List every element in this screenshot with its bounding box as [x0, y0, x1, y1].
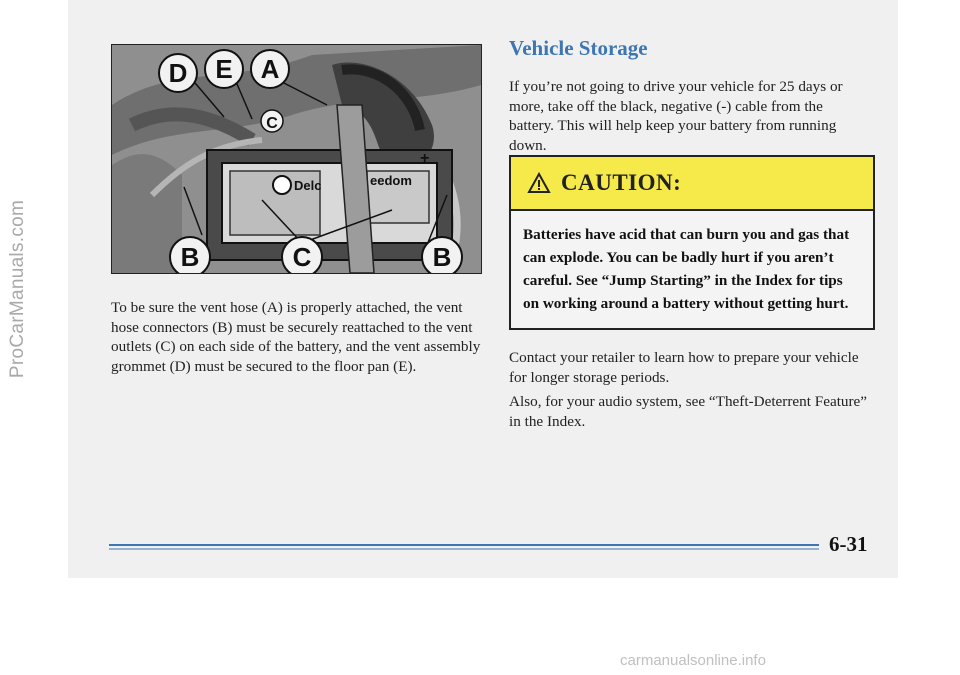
side-watermark-text: ProCarManuals.com [7, 199, 28, 379]
battery-photo [111, 44, 482, 274]
callout-c-bottom: C [292, 242, 312, 272]
caution-header [511, 157, 873, 211]
callout-c-small: C [266, 115, 278, 132]
callout-e: E [215, 54, 233, 84]
positive-terminal-label: + [420, 150, 430, 167]
bottom-watermark: carmanualsonline.info [620, 652, 766, 669]
section-heading: Vehicle Storage [509, 36, 648, 60]
battery-illustration [112, 45, 481, 273]
callout-b-right: B [432, 242, 452, 272]
caution-box [509, 155, 875, 330]
audio-system-paragraph: Also, for your audio system, see “Theft-Deterrent Feature” in the Index. [509, 393, 868, 430]
callout-b-left: B [180, 242, 200, 272]
side-watermark [4, 0, 32, 578]
storage-intro-paragraph: If you’re not going to drive your vehicle for 25 days or more, take off the black, negative (-) cable from the battery. This will help keep your battery from running down. [509, 78, 843, 154]
vent-hose-paragraph: To be sure the vent hose (A) is properly attached, the vent hose connectors (B) must be securely reattached to the vent outlets (C) on each side of the battery, and the vent assembly grommet (D) must be secured to the floor pan (E). [111, 299, 481, 375]
negative-terminal-label: - [264, 154, 270, 171]
retailer-paragraph: Contact your retailer to learn how to prepare your vehicle for longer storage periods. [509, 349, 859, 386]
callout-d: D [168, 58, 188, 88]
warning-triangle-icon [527, 172, 551, 194]
caution-label: CAUTION: [561, 170, 682, 195]
footer-rule [109, 543, 819, 553]
caution-text: Batteries have acid that can burn you and gas that can explode. You can be badly hurt if you aren’t careful. See “Jump Starting” in the Index for tips on working around a battery without getting hurt. [523, 226, 850, 312]
battery-model-label: eedom [370, 173, 412, 188]
callout-a: A [260, 54, 280, 84]
battery-brand-label: Delc [294, 178, 322, 193]
page-number: 6-31 [829, 532, 868, 556]
